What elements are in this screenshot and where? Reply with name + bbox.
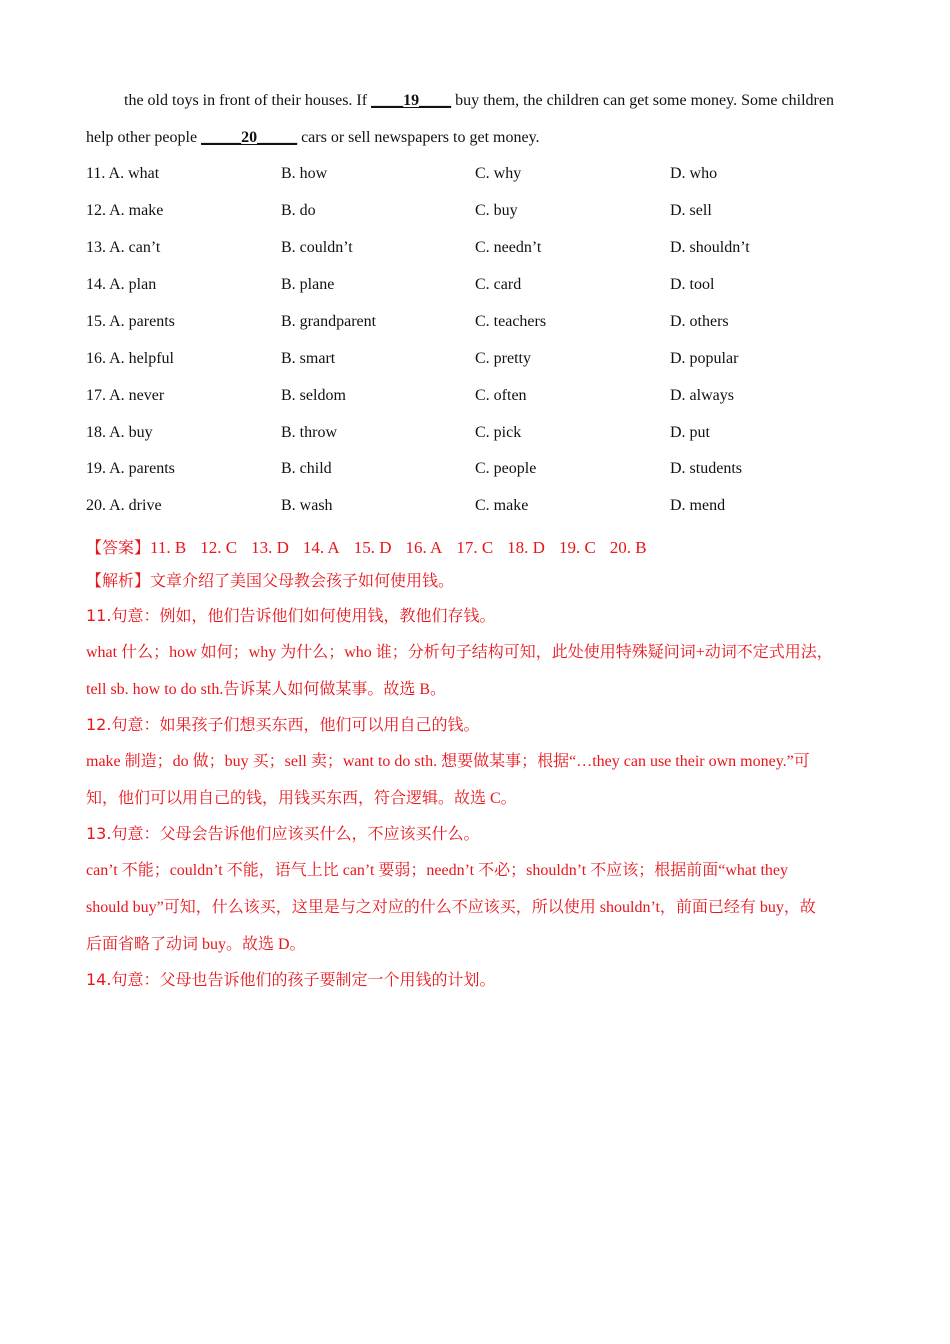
option-b: B. do	[281, 202, 316, 219]
option-b: B. smart	[281, 350, 336, 367]
option-c: C. card	[475, 276, 522, 293]
option-d: D. others	[670, 313, 729, 330]
answer-item: 11. B	[150, 538, 187, 557]
option-d: D. mend	[670, 497, 726, 514]
answer-item: 20. B	[609, 538, 647, 557]
option-a	[86, 165, 159, 183]
answer-item: 16. A	[405, 538, 443, 557]
option-d: D. shouldn’t	[670, 239, 750, 256]
option-b: B. couldn’t	[281, 239, 353, 256]
question-row	[86, 202, 866, 224]
option-c: C. make	[475, 497, 529, 514]
option-a	[86, 239, 160, 257]
option-c: C. why	[475, 165, 522, 182]
passage-text: cars or sell newspapers to get money.	[297, 129, 540, 146]
analysis-line: make 制造；do 做；buy 买；sell 卖；want to do sth. 想要做某事；根据“…they can use their own money.”可	[86, 753, 810, 770]
option-b: B. how	[281, 165, 328, 182]
option-b: B. child	[281, 460, 332, 477]
option-a-text: A. plan	[109, 276, 157, 293]
passage-text: the old toys in front of their houses. If	[124, 92, 372, 109]
option-c: C. buy	[475, 202, 518, 219]
question-row	[86, 276, 866, 298]
option-a-text: A. make	[109, 202, 164, 219]
analysis-line: 14.句意：父母也告诉他们的孩子要制定一个用钱的计划。	[86, 970, 496, 989]
blank-20: _____20_____	[201, 129, 298, 146]
option-a	[86, 350, 174, 368]
analysis-line: 11.句意：例如，他们告诉他们如何使用钱，教他们存钱。	[86, 606, 496, 625]
passage-line-1	[124, 91, 834, 111]
option-c: C. needn’t	[475, 239, 542, 256]
question-number: 20.	[86, 497, 106, 514]
question-number: 13.	[86, 239, 106, 256]
answer-item: 14. A	[302, 538, 340, 557]
question-row	[86, 313, 866, 335]
answer-item: 12. C	[200, 538, 238, 557]
analysis-intro-text: 文章介绍了美国父母教会孩子如何使用钱。	[150, 571, 455, 590]
question-number: 19.	[86, 460, 106, 477]
analysis-line: can’t 不能；couldn’t 不能，语气上比 can’t 要弱；needn’t 不必；shouldn’t 不应该；根据前面“what they	[86, 862, 789, 879]
passage-text: help other people	[86, 129, 202, 146]
answer-item: 13. D	[251, 538, 289, 557]
passage-line-2	[86, 128, 540, 148]
answer-item: 18. D	[507, 538, 545, 557]
option-d: D. popular	[670, 350, 739, 367]
question-number: 14.	[86, 276, 106, 293]
answer-item: 15. D	[353, 538, 392, 557]
answer-item: 19. C	[558, 538, 596, 557]
option-d: D. who	[670, 165, 718, 182]
answer-item: 17. C	[456, 538, 494, 557]
option-a	[86, 387, 164, 405]
option-a-text: A. can’t	[109, 239, 161, 256]
analysis-line: 13.句意：父母会告诉他们应该买什么，不应该买什么。	[86, 824, 480, 843]
option-a	[86, 313, 175, 331]
option-d: D. students	[670, 460, 742, 477]
option-a-text: A. parents	[109, 460, 175, 477]
option-a-text: A. parents	[109, 313, 175, 330]
option-c: C. teachers	[475, 313, 547, 330]
analysis-line: 后面省略了动词 buy。故选 D。	[86, 936, 306, 953]
option-d: D. tool	[670, 276, 715, 293]
option-b: B. throw	[281, 424, 337, 441]
option-d: D. put	[670, 424, 710, 441]
analysis-intro	[86, 570, 454, 592]
analysis-line: what 什么；how 如何；why 为什么；who 谁；分析句子结构可知，此处使用特殊疑问词+动词不定式用法，	[86, 644, 833, 661]
question-row	[86, 460, 866, 482]
option-a-text: A. drive	[109, 497, 162, 514]
question-number: 18.	[86, 424, 106, 441]
analysis-line: 知，他们可以用自己的钱，用钱买东西，符合逻辑。故选 C。	[86, 790, 517, 807]
analysis-line: tell sb. how to do sth.告诉某人如何做某事。故选 B。	[86, 681, 447, 698]
analysis-label: 【解析】	[86, 571, 151, 590]
question-number: 15.	[86, 313, 106, 330]
question-row	[86, 165, 866, 187]
passage-text: buy them, the children can get some money. Some children	[451, 92, 834, 109]
option-a	[86, 424, 153, 442]
question-number: 12.	[86, 202, 106, 219]
option-a	[86, 202, 163, 220]
option-a-text: A. what	[108, 165, 160, 182]
question-number: 11.	[86, 165, 106, 182]
analysis-line: 12.句意：如果孩子们想买东西，他们可以用自己的钱。	[86, 715, 480, 734]
question-number: 16.	[86, 350, 106, 367]
option-b: B. grandparent	[281, 313, 377, 330]
option-b: B. wash	[281, 497, 333, 514]
option-a-text: A. buy	[109, 424, 153, 441]
option-a-text: A. helpful	[109, 350, 174, 367]
option-c: C. people	[475, 460, 537, 477]
option-a	[86, 276, 156, 294]
option-d: D. sell	[670, 202, 712, 219]
option-c: C. pretty	[475, 350, 531, 367]
question-row	[86, 424, 866, 446]
option-b: B. plane	[281, 276, 335, 293]
question-number: 17.	[86, 387, 106, 404]
question-row	[86, 497, 866, 519]
analysis-line: should buy”可知，什么该买，这里是与之对应的什么不应该买，所以使用 shouldn’t，前面已经有 buy，故	[86, 899, 816, 916]
option-c: C. often	[475, 387, 527, 404]
question-row	[86, 350, 866, 372]
option-a-text: A. never	[109, 387, 165, 404]
question-row	[86, 387, 866, 409]
option-d: D. always	[670, 387, 734, 404]
option-a	[86, 497, 162, 515]
blank-19: ____19____	[371, 92, 452, 109]
option-b: B. seldom	[281, 387, 346, 404]
option-a	[86, 460, 175, 478]
answer-key	[86, 535, 661, 558]
answer-label: 【答案】	[86, 538, 151, 557]
option-c: C. pick	[475, 424, 522, 441]
question-row	[86, 239, 866, 261]
